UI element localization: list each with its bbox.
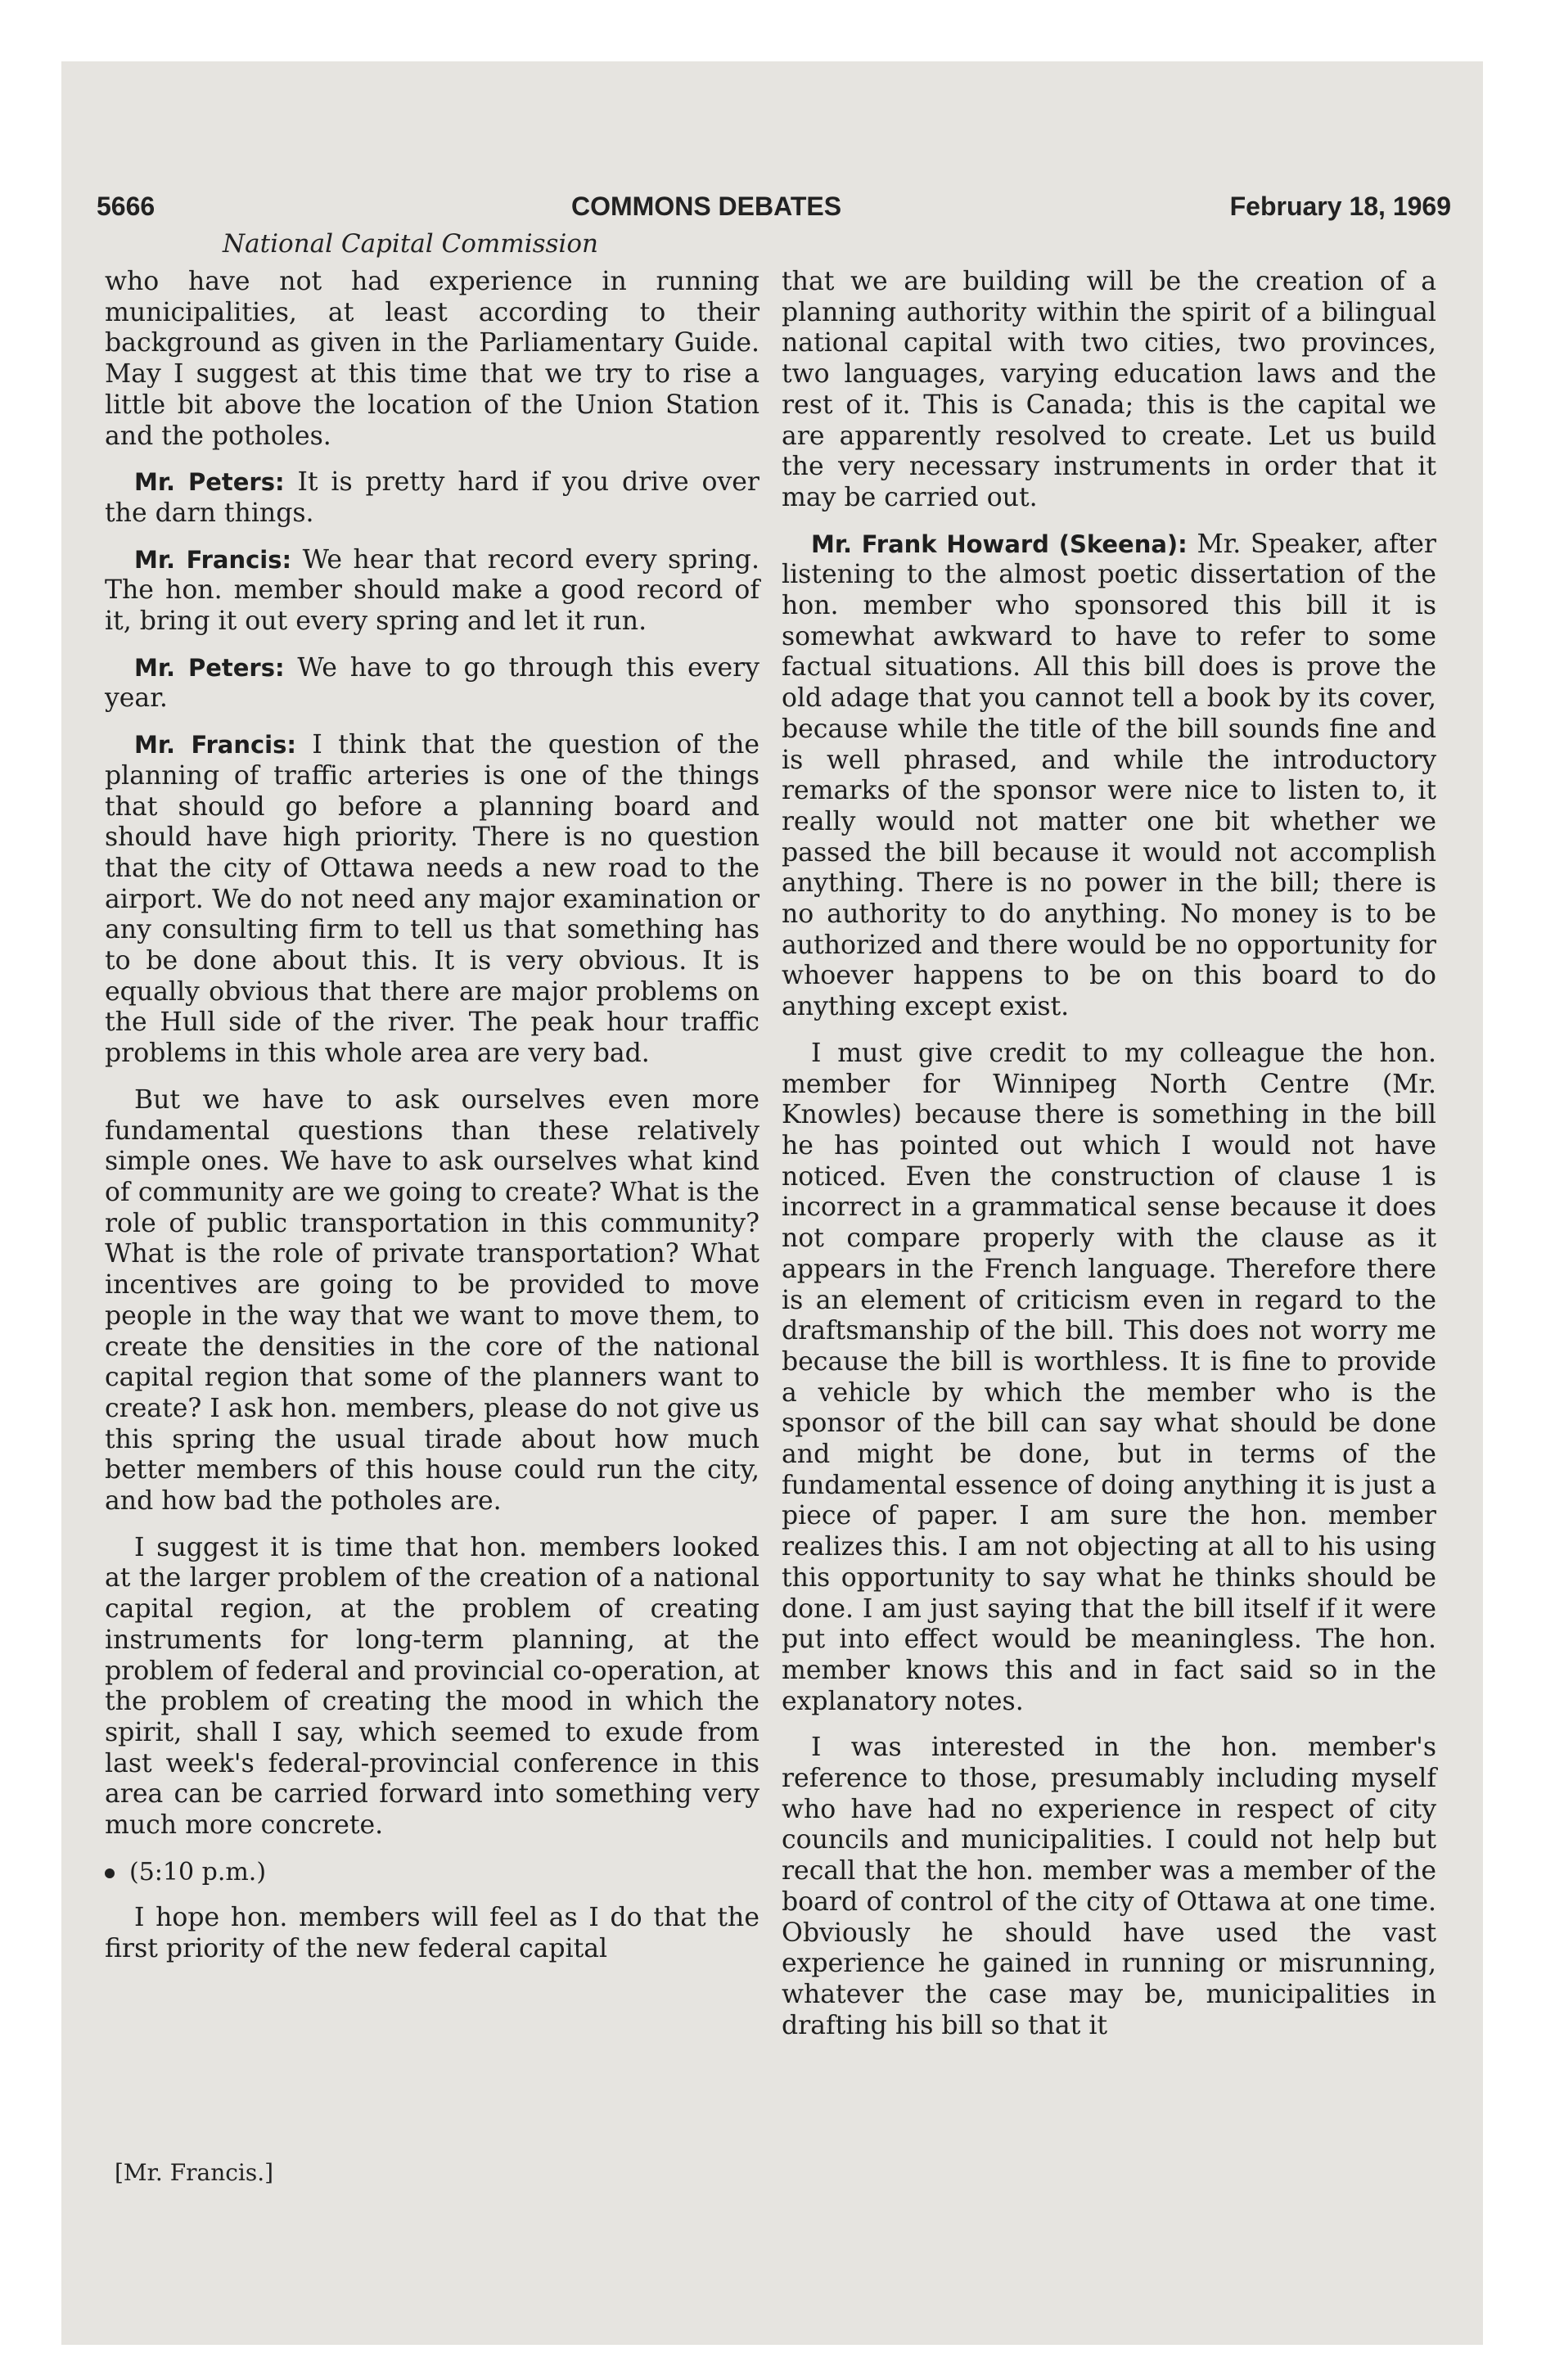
time-stamp: (5:10 p.m.) — [129, 1857, 267, 1886]
speech-paragraph — [105, 545, 759, 638]
speech-paragraph — [105, 467, 759, 529]
speech-text: We hear that record every spring. The hon. member should make a good record of it, bring it out every spring and let it run. — [105, 544, 759, 637]
paragraph: I hope hon. members will feel as I do that the first priority of the new federal capital — [105, 1903, 759, 1964]
speaker-footer: [Mr. Francis.] — [115, 2159, 274, 2186]
speaker-name: Mr. Peters: — [134, 653, 285, 682]
paragraph: who have not had experience in running municipalities, at least according to their background as given in the Parliamentary Guide. May I suggest at this time that we try to rise a little bit above the location of the Union Station and the potholes. — [105, 267, 759, 451]
speech-paragraph — [105, 730, 759, 1070]
speech-text: Mr. Speaker, after listening to the almost poetic dissertation of the hon. member who sponsored this bill it is somewhat awkward to have to refer to some factual situations. All this bill does is prove the old adage that you cannot tell a book by its cover, because while the title of the bill sounds fine and is well phrased, and while the introductory remarks of the sponsor were nice to listen to, it really would not matter one bit whether we passed the bill because it would not accomplish anything. There is no power in the bill; there is no authority to do anything. No money is to be authorized and there would be no opportunity for whoever happens to be on this board to do anything except exist. — [782, 529, 1436, 1022]
page-header — [97, 187, 1451, 226]
speaker-name: Mr. Frank Howard (Skeena): — [811, 530, 1188, 558]
speaker-name: Mr. Francis: — [134, 545, 292, 574]
speech-text: It is pretty hard if you drive over the darn things. — [105, 467, 759, 528]
publication-title: COMMONS DEBATES — [571, 192, 842, 221]
paragraph: I suggest it is time that hon. members looked at the larger problem of the creation of a national capital region, at the problem of creating instruments for long-term planning, at the problem of federal and provincial co-operation, at the problem of creating the mood in which the spirit, shall I say, which seemed to exude from last week's federal-provincial conference in this area can be carried forward into something very much more concrete. — [105, 1532, 759, 1841]
speech-paragraph — [105, 653, 759, 714]
right-column — [782, 267, 1436, 2057]
speech-paragraph — [782, 530, 1436, 1023]
paragraph: I was interested in the hon. member's reference to those, presumably including myself who have had no experience in respect of city councils and municipalities. I could not help but recall that the hon. member was a member of the board of control of the city of Ottawa at one time. Obviously he should have used the vast experience he gained in running or misrunning, whatever the case may be, municipalities in drafting his bill so that it — [782, 1733, 1436, 2040]
speaker-name: Mr. Peters: — [134, 468, 285, 497]
page-date: February 18, 1969 — [1229, 192, 1451, 221]
paragraph: I must give credit to my colleague the hon. member for Winnipeg North Centre (Mr. Knowles) because there is something in the bill he has pointed out which I would not have noticed. Even the construction of clause 1 is incorrect in a grammatical sense because it does not compare properly with the clause as it appears in the French language. Therefore there is an element of criticism even in regard to the draftsmanship of the bill. This does not worry me because the bill is worthless. It is fine to provide a vehicle by which the member who is the sponsor of the bill can say what should be done and might be done, but in terms of the fundamental essence of doing anything it is just a piece of paper. I am sure the hon. member realizes this. I am not objecting at all to his using this opportunity to say what he thinks should be done. I am just saying that the bill itself if it were put into effect would be meaningless. The hon. member knows this and in fact said so in the explanatory notes. — [782, 1038, 1436, 1716]
paragraph: that we are building will be the creation of a planning authority within the spirit of a bilingual national capital with two cities, two provinces, two languages, varying education laws and the rest of it. This is Canada; this is the capital we are apparently resolved to create. Let us build the very necessary instruments in order that it may be carried out. — [782, 267, 1436, 512]
speech-text: I think that the question of the planning of traffic arteries is one of the things that should go before a planning board and should have high priority. There is no question that the city of Ottawa needs a new road to the airport. We do not need any major examination or any consulting firm to tell us that something has to be done about this. It is very obvious. It is equally obvious that there are major problems on the Hull side of the river. The peak hour traffic problems in this whole area are very bad. — [105, 730, 759, 1069]
speech-text: We have to go through this every year. — [105, 652, 759, 714]
paragraph: But we have to ask ourselves even more fundamental questions than these relatively simple ones. We have to ask ourselves what kind of community are we going to create? What is the role of public transportation in this community? What is the role of private transportation? What incentives are going to be provided to move people in the way that we want to move them, to create the densities in the core of the national capital region that some of the planners want to create? I ask hon. members, please do not give us this spring the usual tirade about how much better members of this house could run the city, and how bad the potholes are. — [105, 1084, 759, 1517]
page-number: 5666 — [97, 192, 156, 221]
left-column — [105, 267, 759, 1981]
time-marker — [105, 1857, 759, 1888]
speaker-name: Mr. Francis: — [134, 731, 296, 760]
subject-heading: National Capital Commission — [223, 229, 598, 259]
bullet-icon — [105, 1868, 115, 1878]
